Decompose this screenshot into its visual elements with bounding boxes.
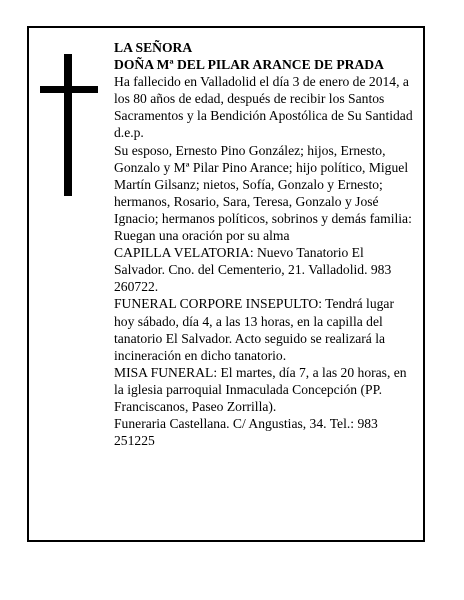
funeral-home-info: Funeraria Castellana. C/ Angustias, 34. Tel.: 983 251225 — [114, 416, 378, 449]
cross-horizontal-bar — [40, 86, 98, 93]
cross-vertical-bar — [64, 54, 72, 196]
mass-info: MISA FUNERAL: El martes, día 7, a las 20 horas, en la iglesia parroquial Inmaculada Concepción (PP. Franciscanos, Paseo Zorrilla). — [114, 364, 407, 414]
prayer-request: Ruegan una oración por su alma — [114, 228, 290, 244]
death-announcement: Ha fallecido en Valladolid el día 3 de enero de 2014, a los 80 años de edad, después de recibir los Santos Sacramentos y la Bendición Apostólica de Su Santidad d.e.p. — [114, 74, 413, 141]
obituary-text — [114, 39, 416, 449]
family-list: Su esposo, Ernesto Pino González; hijos, Ernesto, Gonzalo y Mª Pilar Pino Arance; hijo político, Miguel Martín Gilsanz; nietos, Sofía, Gonzalo y Ernesto; hermanos, Rosario, Sara, Teresa, Gonzalo y José Ignacio; hermanos políticos, sobrinos y demás familia: — [114, 142, 412, 226]
notice-heading: LA SEÑORA — [114, 40, 193, 55]
cross-icon — [40, 54, 98, 196]
deceased-name: DOÑA Mª DEL PILAR ARANCE DE PRADA — [114, 57, 384, 73]
chapel-info: CAPILLA VELATORIA: Nuevo Tanatorio El Salvador. Cno. del Cementerio, 21. Valladolid. 983 260722. — [114, 245, 392, 295]
funeral-info: FUNERAL CORPORE INSEPULTO: Tendrá lugar hoy sábado, día 4, a las 13 horas, en la capilla del tanatorio El Salvador. Acto seguido se realizará la incineración en dicho tanatorio. — [114, 296, 394, 363]
